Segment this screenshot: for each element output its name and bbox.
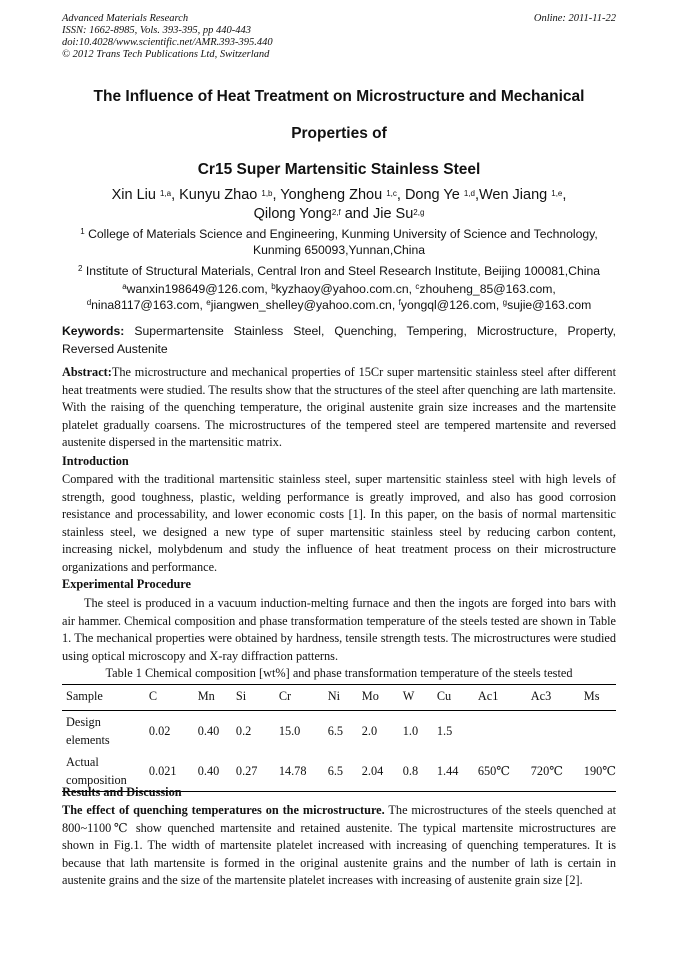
table-cell: 14.78 [275, 751, 324, 792]
table-row [62, 711, 616, 752]
composition-table [62, 684, 616, 792]
table-cell-sample: Actual composition [62, 751, 145, 792]
journal-doi: doi:10.4028/www.scientific.net/AMR.393-395.440 [62, 37, 273, 48]
author-name: Xin Liu [111, 187, 156, 203]
section-heading-results: Results and Discussion [62, 785, 182, 799]
table-cell: 6.5 [324, 751, 358, 792]
table-cell: 650℃ [474, 751, 527, 792]
table-cell: 0.02 [148, 723, 171, 738]
paper-title-line1: The Influence of Heat Treatment on Microstructure and Mechanical [93, 88, 585, 105]
table-header-cell: Ac3 [527, 685, 580, 711]
table-cell: 0.40 [197, 723, 220, 738]
journal-header [62, 13, 273, 61]
table-cell: 1.0 [402, 723, 419, 738]
table-cell [527, 711, 580, 752]
email-link[interactable]: kyzhaoy@yahoo.com.cn [275, 282, 409, 296]
affiliation-text: Institute of Structural Materials, Central Iron and Steel Research Institute, Beijing 100081,China [85, 264, 601, 278]
results-text: The microstructures of the steels quenched at 800~1100℃ show quenched martensite and retained austenite. The typical martensite microstructures are shown in Fig.1. The width of martensite platelet increased with increasing of quenching temperatures. It is because that lath martensite is formed in the original austenite grains and the number of lath is certain in austenite grains and the size of the martensite platelet increases with increasing of austenite grain size [2]. [62, 803, 616, 888]
author-sup: 2,f [331, 208, 341, 217]
abstract-label: Abstract: [62, 365, 112, 379]
keywords [62, 322, 616, 358]
author-sup: 1,e [551, 189, 563, 198]
paper-title-line2: Properties of [291, 125, 387, 142]
table-cell: 0.27 [232, 751, 275, 792]
table-header-cell: Ms [580, 685, 616, 711]
section-heading-experimental: Experimental Procedure [62, 577, 191, 591]
author-line-1: Xin Liu $^{1,a}$, Kunyu Zhao $^{1,b}$, Yongheng Zhou $^{1,c}$, Dong Ye $^{1,d}$,Wen Jiang $^{1,e}$, [111, 187, 567, 203]
experimental-text: The steel is produced in a vacuum induction-melting furnace and then the ingots are forged into bars with air hammer. Chemical composition and phase transformation temperature of the steels tested are shown in Table 1. The mechanical properties were obtained by hardness, tensile strength tests. The microstructures were studied using optical microscopy and X-ray diffraction patterns. [62, 596, 616, 663]
author-sup: 2,g [413, 208, 425, 217]
table-header-cell: Sample [62, 685, 145, 711]
abstract [62, 364, 616, 452]
table-header-cell: Mo [358, 685, 399, 711]
online-date: Online: 2011-11-22 [533, 13, 616, 24]
table-header-cell: C [145, 685, 194, 711]
email-link[interactable]: jiangwen_shelley@yahoo.com.cn [210, 298, 392, 312]
table-cell: 15.0 [278, 723, 301, 738]
author-name: Qilong Yong [253, 206, 332, 222]
author-name: Kunyu Zhao [179, 187, 258, 203]
author-name: Jie Su [372, 206, 414, 222]
table-cell: 1.44 [433, 751, 474, 792]
journal-copyright: © 2012 Trans Tech Publications Ltd, Switzerland [62, 49, 270, 60]
keywords-label: Keywords: [62, 324, 125, 338]
author-list [62, 186, 616, 224]
table-cell [580, 711, 616, 752]
table-cell: 190℃ [580, 751, 616, 792]
table-cell: 2.0 [361, 723, 378, 738]
results-paragraph [62, 802, 616, 890]
affiliation-text: Kunming 650093,Yunnan,China [252, 243, 426, 257]
affiliation-number: 2 [77, 264, 83, 273]
affiliation-1 [62, 226, 616, 258]
paper-title-line3: Cr15 Super Martensitic Stainless Steel [197, 161, 481, 178]
affiliation-number: 1 [80, 227, 85, 236]
email-list: $^a$wanxin198649@126.com, $^b$kyzhaoy@yahoo.com.cn, $^c$zhouheng_85@163.com, $^d$nina8117@163.com, $^e$jiangwen_shelley@yahoo.com.cn, $^f$yongql@126.com, $^g$sujie@163.com [86, 282, 592, 312]
table-header-row [62, 685, 616, 711]
author-sup: 1,b [261, 189, 273, 198]
table-cell: 0.2 [235, 723, 252, 738]
author-sup: 1,c [386, 189, 397, 198]
table-header-cell: Ni [324, 685, 358, 711]
table-header-cell: Ac1 [474, 685, 527, 711]
email-link[interactable]: yongql@126.com [400, 298, 496, 312]
author-sup: 1,a [159, 189, 172, 198]
affiliation-2 [62, 263, 616, 279]
email-link[interactable]: wanxin198649@126.com [126, 282, 265, 296]
email-link[interactable]: zhouheng_85@163.com [419, 282, 553, 296]
table-header-cell: W [399, 685, 433, 711]
journal-name: Advanced Materials Research [62, 13, 189, 24]
abstract-text: The microstructure and mechanical properties of 15Cr super martensitic stainless steel after different heat treatments were studied. The results show that the structures of the steel after quenching are lath martensite. With the raising of the quenching temperature, the original austenite grain size increases and the martensite platelet gradually coarsens. The microstructures of the tempered steel are tempered martensite and reversed austenite dispersed in the martensitic matrix. [62, 365, 616, 450]
table-caption: Table 1 Chemical composition [wt%] and phase transformation temperature of the steels tested [105, 666, 573, 680]
table-cell [474, 711, 527, 752]
author-name: Yongheng Zhou [280, 187, 383, 203]
table-header-cell: Cr [275, 685, 324, 711]
table-cell: 1.5 [436, 723, 453, 738]
table-cell: 6.5 [327, 723, 344, 738]
table-cell: 0.8 [399, 751, 433, 792]
author-name: Dong Ye [404, 187, 460, 203]
author-line-2: Qilong Yong$^{2,f}$ and Jie Su$^{2,g}$ [253, 206, 425, 222]
introduction-text: Compared with the traditional martensitic stainless steel, super martensitic stainless steel with high levels of strength, good toughness, plastic, welding performance is greatly improved, and also has good corrosion resistance and processability, and lower economic costs [1]. In this paper, on the basis of normal martensitic stainless steel, we designed a new type of super martensitic stainless steel by reducing carbon content, increasing nickel, molybdenum and study the influence of heat treatment process on their microstructure organizations and performance. [62, 472, 616, 574]
keywords-text: Supermartensite Stainless Steel, Quenching, Tempering, Microstructure, Property, Reversed Austenite [62, 324, 616, 356]
table-cell: 0.40 [194, 751, 232, 792]
journal-issn: ISSN: 1662-8985, Vols. 393-395, pp 440-443 [62, 25, 251, 36]
affiliation-text: College of Materials Science and Engineering, Kunming University of Science and Technology, [88, 227, 598, 241]
author-name: Wen Jiang [478, 187, 548, 203]
table-cell: 720℃ [527, 751, 580, 792]
section-heading-introduction: Introduction [62, 454, 129, 468]
table-header-cell: Si [232, 685, 275, 711]
table-header-cell: Mn [194, 685, 232, 711]
table-header-cell: Cu [433, 685, 474, 711]
table-cell: 0.021 [145, 751, 194, 792]
email-link[interactable]: sujie@163.com [507, 298, 592, 312]
author-sup: 1,d [463, 189, 475, 198]
email-link[interactable]: nina8117@163.com [91, 298, 200, 312]
table-cell-sample: Design elements [66, 715, 110, 747]
results-subheading: The effect of quenching temperatures on the microstructure. [62, 803, 385, 817]
table-cell: 2.04 [358, 751, 399, 792]
